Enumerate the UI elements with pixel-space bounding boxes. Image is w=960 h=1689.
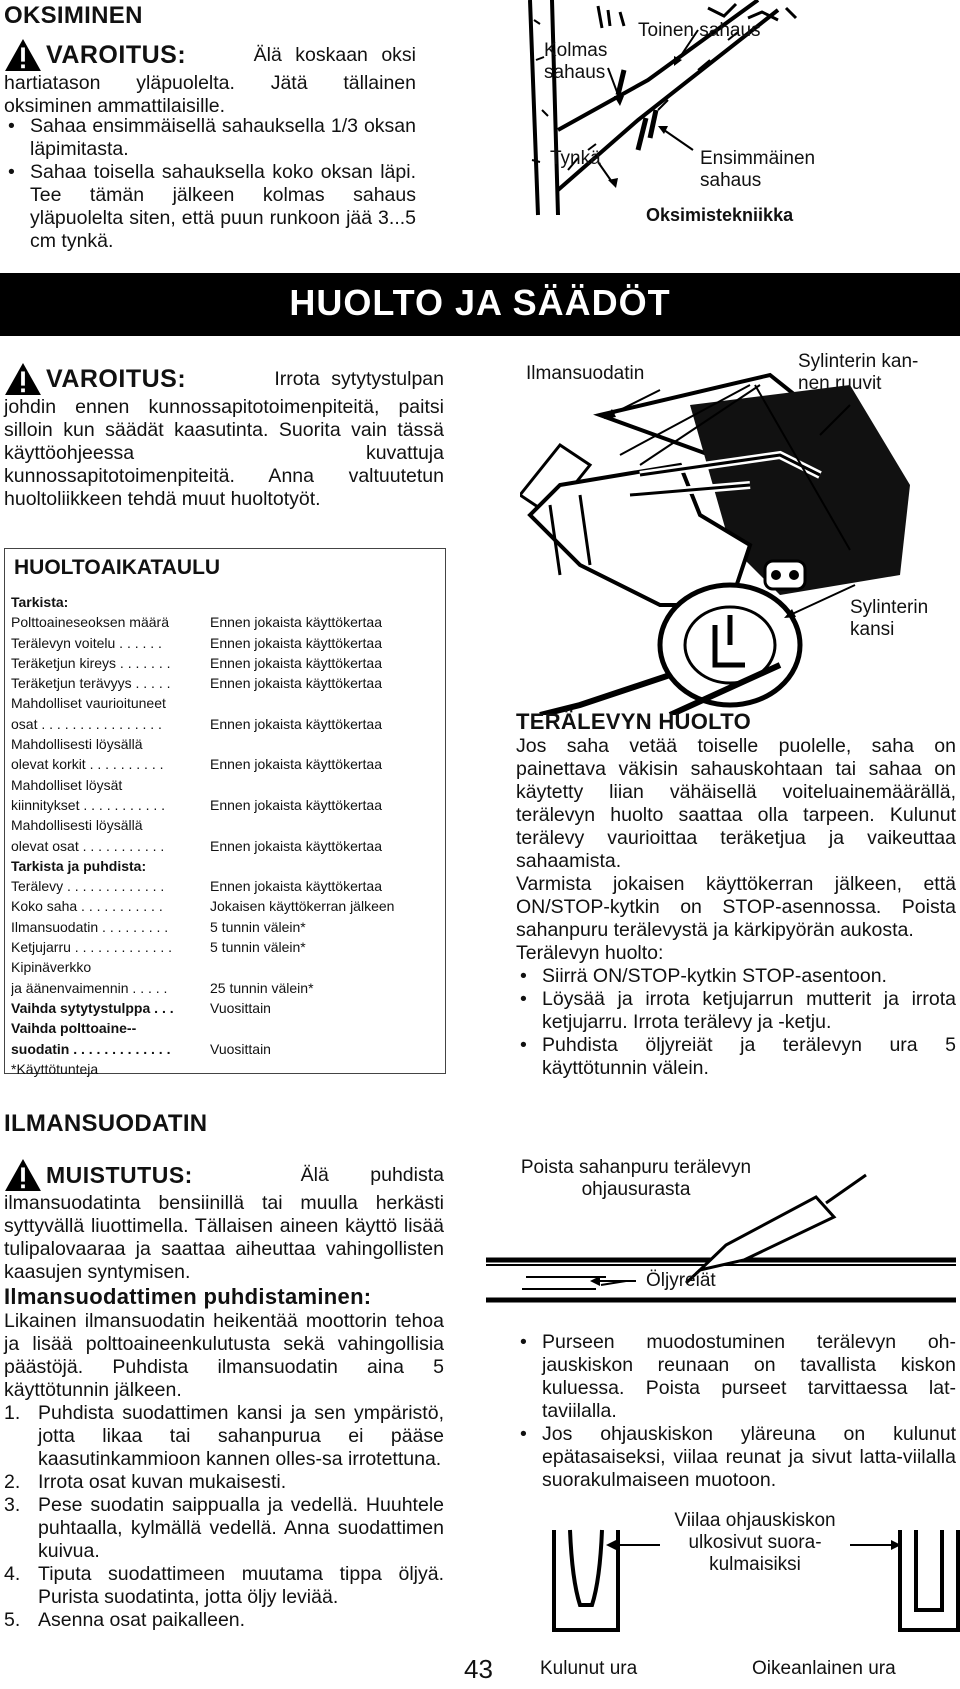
schedule-row xyxy=(11,937,439,957)
label-file-rails: Viilaa ohjauskiskon ulkosivut suora-kulmaisiksi xyxy=(674,1510,836,1575)
schedule-row xyxy=(11,1059,439,1079)
schedule-item: ja äänenvaimennin . . . . . xyxy=(11,979,168,996)
groove-figure xyxy=(540,1510,960,1685)
schedule-item: Polttoaineseoksen määrä xyxy=(11,614,169,631)
chainsaw-figure xyxy=(520,345,960,715)
list-item: • Siirrä ON/STOP-kytkin STOP-asentoon. xyxy=(516,965,956,988)
schedule-item: Vaihda sytytystulppa . . . xyxy=(11,999,174,1016)
list-item: • Sahaa ensimmäisellä sahauksella 1/3 oksan läpimitasta. xyxy=(4,115,416,161)
teralevy-bullets xyxy=(516,965,956,1080)
oksiminen-heading: OKSIMINEN xyxy=(4,2,143,29)
schedule-interval: Ennen jokaista käyttökertaa xyxy=(210,654,382,671)
schedule-row xyxy=(11,815,439,835)
schedule-row xyxy=(11,836,439,856)
chainsaw-illustration xyxy=(520,345,960,715)
schedule-item: kiinnitykset . . . . . . . . . . . xyxy=(11,796,166,813)
schedule-rows xyxy=(11,592,439,1079)
schedule-row xyxy=(11,876,439,896)
caution-text: ilmansuodatinta bensiinillä tai muulla herkästi syttyvällä liuottimella. Tällaisen aineen käyttö lisää tulipalovaaraa ja saattaa aiheuttaa vahingollisten kaasujen syntymisen. xyxy=(4,1192,444,1283)
list-item: • Purseen muodostuminen terälevyn oh-jauskiskon reunaan on tavallista kiskon kuluessa. Poista purseet tarvittaessa lat-taviilalla. xyxy=(516,1331,956,1423)
label-oil-holes: Öljyreiät xyxy=(646,1270,716,1291)
step-item: 5. Asenna osat paikalleen. xyxy=(4,1609,246,1631)
schedule-item: Ketjujarru . . . . . . . . . . . . . xyxy=(11,939,173,956)
schedule-interval: 5 tunnin välein* xyxy=(210,918,306,935)
teralevy-heading: TERÄLEVYN HUOLTO xyxy=(516,709,751,734)
label-correct-groove: Oikeanlainen ura xyxy=(752,1658,896,1679)
schedule-item: *Käyttötunteja xyxy=(11,1060,99,1077)
label-remove-sawdust: Poista sahanpuru terälevyn ohjausurasta xyxy=(520,1157,752,1200)
schedule-interval: Ennen jokaista käyttökertaa xyxy=(210,614,382,631)
schedule-item: Teräketjun kireys . . . . . . . xyxy=(11,654,171,671)
schedule-row xyxy=(11,653,439,673)
schedule-item: Mahdollisesti löysällä xyxy=(11,736,143,753)
schedule-row xyxy=(11,896,439,916)
schedule-item: olevat korkit . . . . . . . . . . xyxy=(11,756,164,773)
label-second-cut: Toinen sahaus xyxy=(638,20,761,41)
warning-text: johdin ennen kunnossapitotoimenpiteitä, paitsi silloin kun säädät kaasutinta. Suorita vain tässä käyttöohjeessa kuvattuja kunnossapitotoimenpiteitä. Anna valtuutetun huoltoliikkeen tehdä muut huoltotyöt. xyxy=(4,396,444,510)
schedule-item: Terälevyn voitelu . . . . . . xyxy=(11,634,162,651)
label-cylinder-cover: Sylinterin kansi xyxy=(850,597,929,640)
schedule-interval: Ennen jokaista käyttökertaa xyxy=(210,878,382,895)
pruning-caption: Oksimistekniikka xyxy=(646,205,794,225)
schedule-item: Terälevy . . . . . . . . . . . . . xyxy=(11,878,165,895)
list-item: • Sahaa toisella sahauksella koko oksan läpi. Tee tämän jälkeen kolmas sahaus yläpuolelta siten, että puun runkoon jää 3...5 cm tynkä. xyxy=(4,161,416,253)
schedule-interval: Vuosittain xyxy=(210,1040,271,1057)
schedule-row xyxy=(11,917,439,937)
schedule-item: Tarkista: xyxy=(11,594,69,610)
schedule-item: Mahdolliset vaurioituneet xyxy=(11,695,166,712)
schedule-interval: Ennen jokaista käyttökertaa xyxy=(210,756,382,773)
schedule-row xyxy=(11,957,439,977)
warning-label: VAROITUS: xyxy=(46,364,187,393)
schedule-item: Mahdollisesti löysällä xyxy=(11,817,143,834)
label-third-cut: Kolmas sahaus xyxy=(544,40,608,83)
schedule-row xyxy=(11,673,439,693)
label-stub: Tynkä xyxy=(550,148,601,169)
teralevy-p2: Varmista jokaisen käyttökerran jälkeen, että ON/STOP-kytkin on STOP-asennossa. Poista sahanpuru terälevystä ja kärkipyörän aukosta. xyxy=(516,873,956,941)
maintenance-schedule xyxy=(4,548,446,1077)
schedule-item: Mahdolliset löysät xyxy=(11,776,123,793)
schedule-item: Tarkista ja puhdista: xyxy=(11,857,147,874)
schedule-item: Ilmansuodatin . . . . . . . . . xyxy=(11,918,169,935)
schedule-row xyxy=(11,795,439,815)
schedule-row xyxy=(11,856,439,876)
schedule-interval: Ennen jokaista käyttökertaa xyxy=(210,796,382,813)
label-worn-groove: Kulunut ura xyxy=(540,1658,638,1679)
page-number: 43 xyxy=(464,1654,493,1684)
schedule-row xyxy=(11,592,439,612)
teralevy-bullets-2 xyxy=(516,1331,956,1492)
warning-text: hartiatason yläpuolelta. Jätä tällainen oksiminen ammattilaisille. xyxy=(4,72,416,117)
step-item: 4. Tiputa suodattimeen muutama tippa öljyä. Purista suodatinta, jotta öljy leviää. xyxy=(4,1563,444,1608)
caution-label: MUISTUTUS: xyxy=(46,1161,193,1188)
label-cylinder-screws: Sylinterin kan-nen ruuvit xyxy=(798,351,919,394)
schedule-item: olevat osat . . . . . . . . . . . xyxy=(11,837,165,854)
schedule-row xyxy=(11,998,439,1018)
schedule-interval: 25 tunnin välein* xyxy=(210,979,314,996)
schedule-item: suodatin . . . . . . . . . . . . . xyxy=(11,1040,171,1057)
schedule-row xyxy=(11,734,439,754)
subheading: Ilmansuodattimen puhdistaminen: xyxy=(4,1284,372,1309)
warning-icon xyxy=(4,362,42,396)
schedule-interval: Jokaisen käyttökerran jälkeen xyxy=(210,898,395,915)
list-item: • Puhdista öljyreiät ja terälevyn ura 5 käyttötunnin välein. xyxy=(516,1034,956,1080)
ilmansuodatin-body xyxy=(4,1158,444,1632)
list-item: • Jos ohjauskiskon yläreuna on kulunut epätasaiseksi, viilaa reunat ja sivut latta-viilalla suorakulmaiseen muotoon. xyxy=(516,1423,956,1492)
label-first-cut: Ensimmäinen sahaus xyxy=(700,148,816,191)
huolto-warning xyxy=(4,362,444,511)
schedule-row xyxy=(11,714,439,734)
schedule-row xyxy=(11,1039,439,1059)
schedule-interval: Ennen jokaista käyttökertaa xyxy=(210,675,382,692)
teralevy-section xyxy=(516,710,956,1080)
oksiminen-bullets xyxy=(4,115,416,253)
warning-lead: Älä koskaan oksi xyxy=(253,43,416,66)
schedule-row xyxy=(11,775,439,795)
schedule-row xyxy=(11,1018,439,1038)
schedule-item: osat . . . . . . . . . . . . . . . . xyxy=(11,715,162,732)
label-air-filter: Ilmansuodatin xyxy=(526,363,645,384)
schedule-row xyxy=(11,754,439,774)
teralevy-p1: Jos saha vetää toiselle puolelle, saha on painettava väkisin sahauskohtaan tai sahaa on käytetty liian vähäisellä voiteluainemäärällä, terälevyn huolto saattaa olla tarpeen. Kulunut terälevy vaurioittaa teräketjua ja vaikeuttaa sahaamista. xyxy=(516,735,956,872)
warning-lead: Irrota sytytystulpan xyxy=(274,367,444,390)
steps-list xyxy=(4,1402,444,1632)
step-item: 1. Puhdista suodattimen kansi ja sen ympäristö, jotta likaa tai sahanpurua ei pääse kaasutinkammioon kannen olles-sa irrotettuna. xyxy=(4,1402,444,1470)
schedule-item: Koko saha . . . . . . . . . . . xyxy=(11,898,163,915)
schedule-row xyxy=(11,612,439,632)
schedule-row xyxy=(11,978,439,998)
schedule-interval: Ennen jokaista käyttökertaa xyxy=(210,715,382,732)
schedule-item: Vaihda polttoaine-- xyxy=(11,1020,137,1037)
list-item: • Löysää ja irrota ketjujarrun mutterit ja irrota ketjujarru. Irrota terälevy ja -ketju. xyxy=(516,988,956,1034)
teralevy-p3: Terälevyn huolto: xyxy=(516,942,664,964)
step-item: 3. Pese suodatin saippualla ja vedellä. Huuhtele puhtaalla, kylmällä vedellä. Anna suodattimen kuivua. xyxy=(4,1494,444,1562)
intro-text: Likainen ilmansuodatin heikentää moottorin tehoa ja lisää polttoaineenkulutusta sekä vahingollisia päästöjä. Puhdista ilmansuodatin aina 5 käyttötunnin jälkeen. xyxy=(4,1310,444,1401)
guide-bar-figure xyxy=(486,1155,956,1315)
pruning-figure xyxy=(528,0,960,230)
schedule-interval: 5 tunnin välein* xyxy=(210,939,306,956)
caution-icon xyxy=(4,1158,42,1192)
section-banner: HUOLTO JA SÄÄDÖT xyxy=(0,273,960,336)
schedule-item: Teräketjun terävyys . . . . . xyxy=(11,675,171,692)
warning-icon xyxy=(4,38,42,72)
ilmansuodatin-heading: ILMANSUODATIN xyxy=(4,1110,208,1137)
schedule-title: HUOLTOAIKATAULU xyxy=(14,556,221,579)
schedule-row xyxy=(11,633,439,653)
schedule-interval: Vuosittain xyxy=(210,999,271,1016)
step-item: 2. Irrota osat kuvan mukaisesti. xyxy=(4,1471,287,1493)
oksiminen-warning xyxy=(4,38,416,118)
schedule-interval: Ennen jokaista käyttökertaa xyxy=(210,837,382,854)
caution-lead: Älä puhdista xyxy=(300,1163,444,1186)
schedule-row xyxy=(11,693,439,713)
schedule-interval: Ennen jokaista käyttökertaa xyxy=(210,634,382,651)
warning-label: VAROITUS: xyxy=(46,40,187,69)
schedule-item: Kipinäverkko xyxy=(11,959,92,976)
